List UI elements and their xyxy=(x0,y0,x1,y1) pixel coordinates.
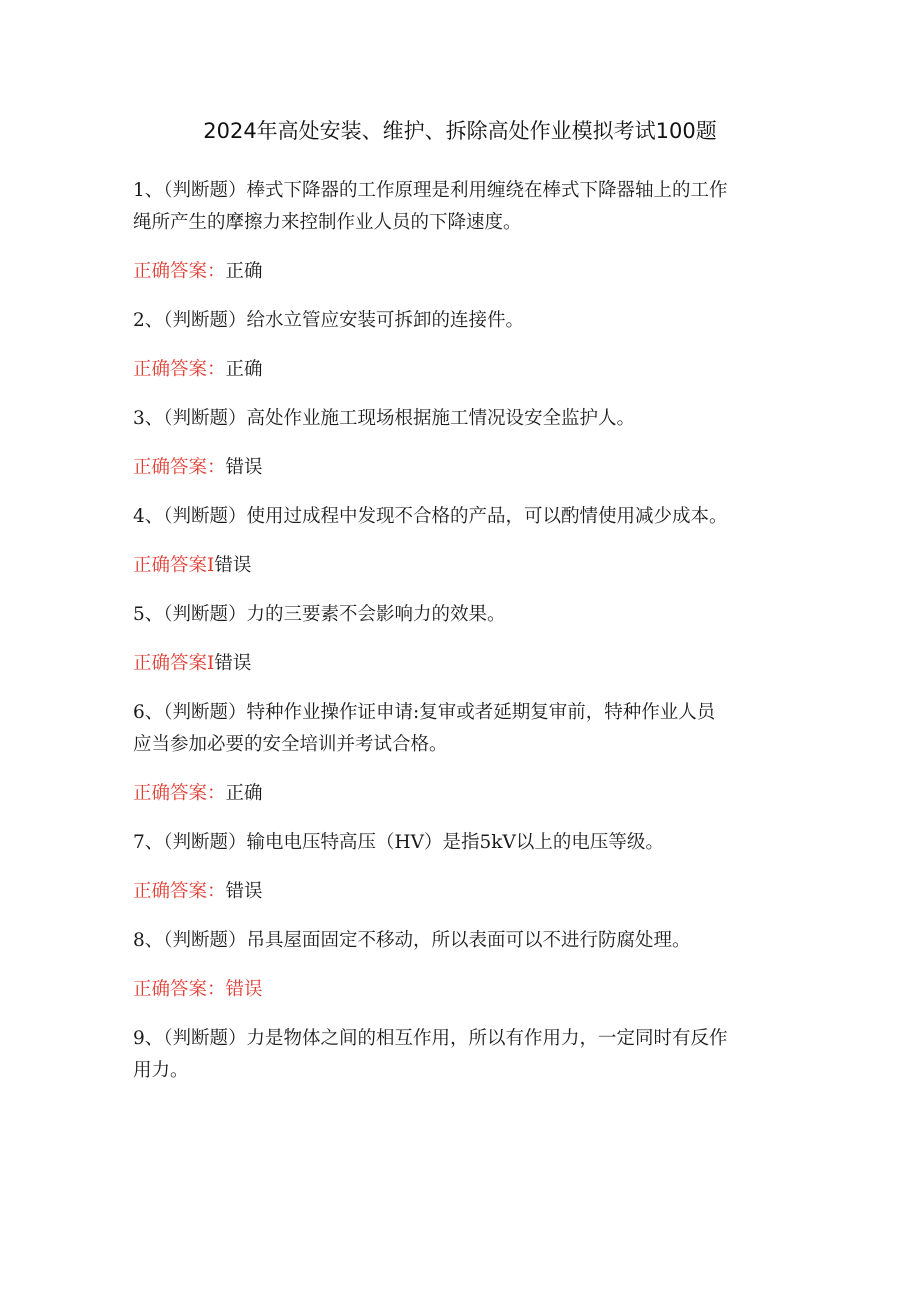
question-text-line: 用力。 xyxy=(133,1060,189,1081)
question-item xyxy=(133,403,793,501)
answer-label: 正确答案： xyxy=(133,359,226,380)
answer-value: 错误 xyxy=(225,881,263,902)
answer-label: 正确答案I xyxy=(133,555,215,576)
question-text-line: 3、（判断题）高处作业施工现场根据施工情况设安全监护人。 xyxy=(133,408,636,429)
answer-line xyxy=(133,648,793,680)
question-text-line: 绳所产生的摩擦力来控制作业人员的下降速度。 xyxy=(133,212,522,233)
question-item xyxy=(133,175,793,305)
answer-value: 正确 xyxy=(225,359,263,380)
answer-line xyxy=(133,778,793,810)
answer-value: 错误 xyxy=(214,653,252,674)
question-text-line: 2、（判断题）给水立管应安装可拆卸的连接件。 xyxy=(133,310,525,331)
question-text-line: 9、（判断题）力是物体之间的相互作用，所以有作用力，一定同时有反作 xyxy=(133,1028,728,1049)
answer-label: 正确答案： xyxy=(133,783,226,804)
document-title: 2024年高处安装、维护、拆除高处作业模拟考试100题 xyxy=(203,119,717,143)
answer-label: 正确答案： xyxy=(133,261,226,282)
question-text-line: 6、（判断题）特种作业操作证申请:复审或者延期复审前，特种作业人员 xyxy=(133,702,716,723)
answer-line xyxy=(133,550,793,582)
answer-line xyxy=(133,876,793,908)
question-item xyxy=(133,599,793,697)
question-item xyxy=(133,925,793,1023)
question-item xyxy=(133,697,793,827)
question-text-line: 应当参加必要的安全培训并考试合格。 xyxy=(133,734,448,755)
question-text-line: 5、（判断题）力的三要素不会影响力的效果。 xyxy=(133,604,506,625)
answer-line xyxy=(133,354,793,386)
answer-line xyxy=(133,974,793,1006)
question-item xyxy=(133,1023,793,1087)
answer-label: 正确答案： xyxy=(133,881,226,902)
question-item xyxy=(133,827,793,925)
question-text-line: 7、（判断题）输电电压特高压（HV）是指5kV以上的电压等级。 xyxy=(133,832,664,853)
answer-value: 错误 xyxy=(225,457,263,478)
answer-line xyxy=(133,452,793,484)
question-item xyxy=(133,501,793,599)
question-text-line: 1、（判断题）棒式下降器的工作原理是利用缠绕在棒式下降器轴上的工作 xyxy=(133,180,728,201)
answer-value: 错误 xyxy=(214,555,252,576)
answer-label: 正确答案： xyxy=(133,979,226,1000)
answer-label: 正确答案I xyxy=(133,653,215,674)
question-item xyxy=(133,305,793,403)
answer-line xyxy=(133,256,793,288)
answer-label: 正确答案： xyxy=(133,457,226,478)
question-list xyxy=(133,175,793,1087)
answer-value: 正确 xyxy=(225,783,263,804)
question-text-line: 8、（判断题）吊具屋面固定不移动，所以表面可以不进行防腐处理。 xyxy=(133,930,691,951)
question-text-line: 4、（判断题）使用过成程中发现不合格的产品，可以酌情使用减少成本。 xyxy=(133,506,728,527)
answer-value: 正确 xyxy=(225,261,263,282)
answer-value: 错误 xyxy=(225,979,263,1000)
